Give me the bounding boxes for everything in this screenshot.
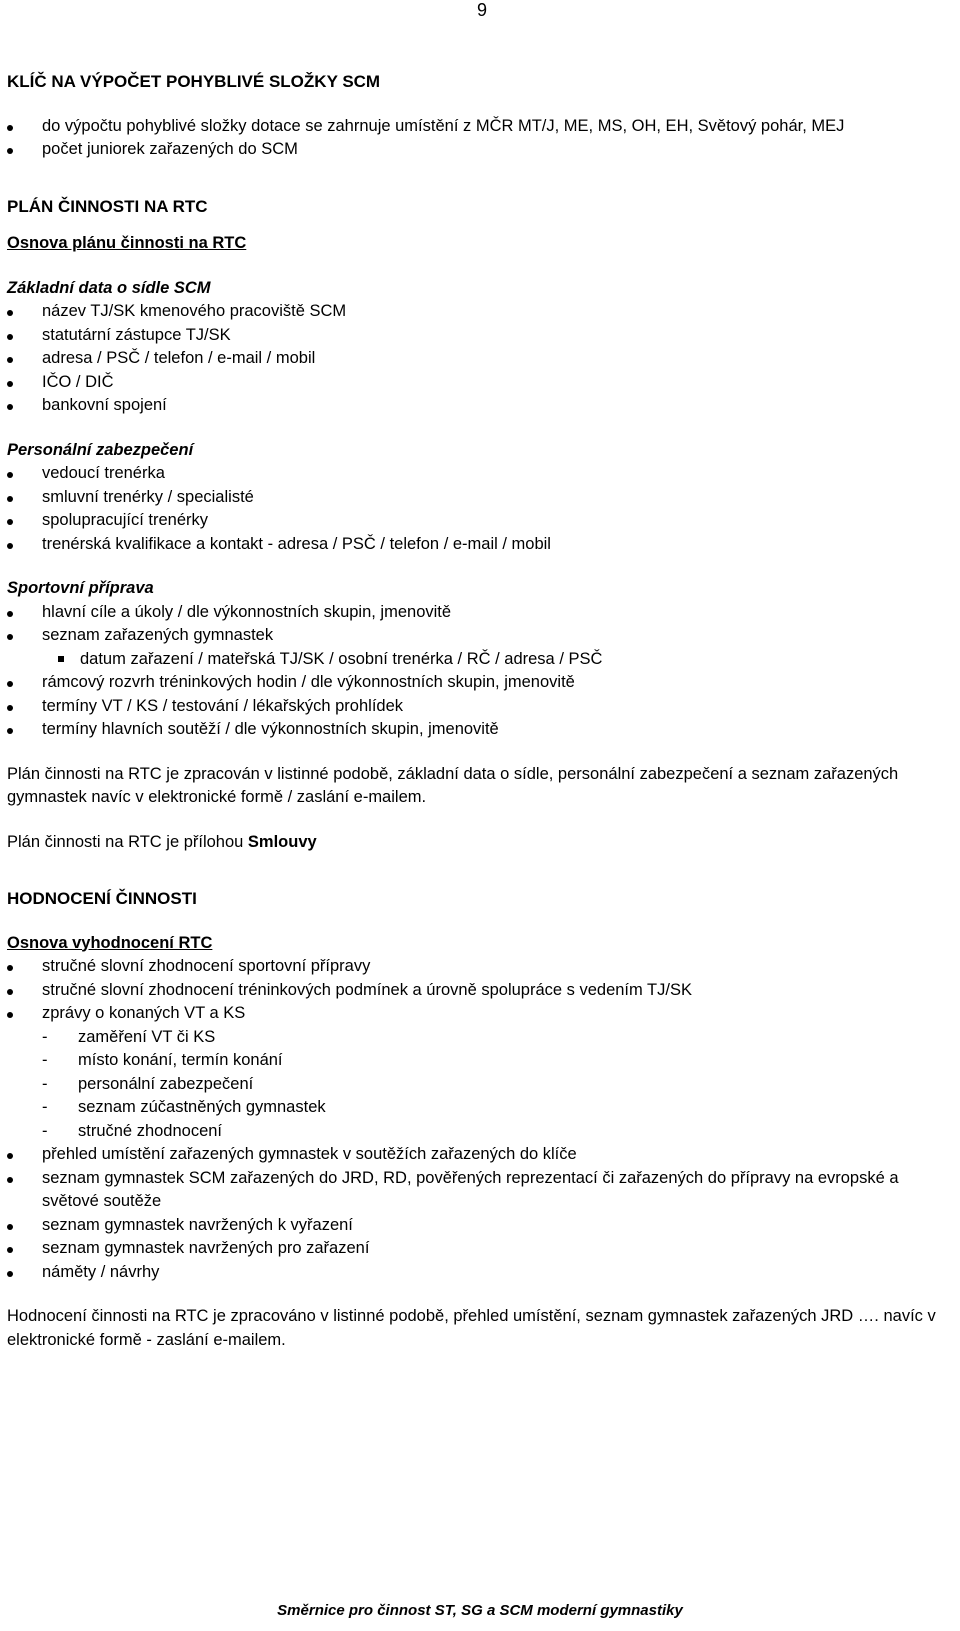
- list-item: - seznam zúčastněných gymnastek: [7, 1096, 952, 1120]
- list-item: smluvní trenérky / specialisté: [7, 486, 952, 510]
- key-heading: KLÍČ NA VÝPOČET POHYBLIVÉ SLOŽKY SCM: [7, 72, 381, 91]
- list-item: - místo konání, termín konání: [7, 1049, 952, 1073]
- evaluation-list: [7, 955, 952, 1026]
- plan-attachment-paragraph: [7, 831, 952, 855]
- plan-paragraph: Plán činnosti na RTC je zpracován v listinné podobě, základní data o sídle, personální zabezpečení a seznam zařazených gymnastek navíc v elektronické formě / zaslání e-mailem.: [7, 764, 899, 806]
- list-item: datum zařazení / mateřská TJ/SK / osobní trenérka / RČ / adresa / PSČ: [7, 648, 952, 672]
- list-item: název TJ/SK kmenového pracoviště SCM: [7, 300, 952, 324]
- list-item: seznam gymnastek SCM zařazených do JRD, RD, pověřených reprezentací či zařazených do přípravy na evropské a světové soutěže: [7, 1167, 952, 1214]
- list-item: spolupracující trenérky: [7, 509, 952, 533]
- personnel-heading: Personální zabezpečení: [7, 440, 194, 459]
- list-item: - personální zabezpečení: [7, 1073, 952, 1097]
- contract-reference: Smlouvy: [247, 832, 317, 851]
- list-item: seznam zařazených gymnastek: [7, 624, 952, 648]
- page-footer: Směrnice pro činnost ST, SG a SCM moderní gymnastiky: [277, 1602, 683, 1619]
- sport-prep-list-continued: [7, 671, 952, 742]
- list-item: stručné slovní zhodnocení sportovní přípravy: [7, 955, 952, 979]
- list-item: adresa / PSČ / telefon / e-mail / mobil: [7, 347, 952, 371]
- list-item: zprávy o konaných VT a KS: [7, 1002, 952, 1026]
- sport-prep-heading: Sportovní příprava: [7, 579, 154, 597]
- page-number: 9: [477, 0, 488, 20]
- sport-prep-sublist: [7, 648, 952, 672]
- list-item: počet juniorek zařazených do SCM: [7, 138, 952, 162]
- plan-heading: PLÁN ČINNOSTI NA RTC: [7, 196, 208, 216]
- list-item: bankovní spojení: [7, 394, 952, 418]
- list-item: trenérská kvalifikace a kontakt - adresa / PSČ / telefon / e-mail / mobil: [7, 533, 952, 557]
- list-item: do výpočtu pohyblivé složky dotace se zahrnuje umístění z MČR MT/J, ME, MS, OH, EH, Světový pohár, MEJ: [7, 115, 952, 139]
- list-item: seznam gymnastek navržených k vyřazení: [7, 1214, 952, 1238]
- list-item: stručné slovní zhodnocení tréninkových podmínek a úrovně spolupráce s vedením TJ/SK: [7, 979, 952, 1003]
- list-item: - stručné zhodnocení: [7, 1120, 952, 1144]
- evaluation-paragraph: Hodnocení činnosti na RTC je zpracováno v listinné podobě, přehled umístění, seznam gymnastek zařazených JRD …. navíc v elektronické formě - zaslání e-mailem.: [7, 1307, 936, 1349]
- list-item: statutární zástupce TJ/SK: [7, 324, 952, 348]
- sport-prep-list: [7, 601, 952, 648]
- personnel-list: [7, 462, 952, 556]
- list-item: - zaměření VT či KS: [7, 1026, 952, 1050]
- evaluation-outline-heading: Osnova vyhodnocení RTC: [7, 933, 213, 952]
- plan-outline-heading: Osnova plánu činnosti na RTC: [7, 234, 247, 252]
- list-item: rámcový rozvrh tréninkových hodin / dle výkonnostních skupin, jmenovitě: [7, 671, 952, 695]
- evaluation-list-continued: [7, 1143, 952, 1284]
- list-item: termíny hlavních soutěží / dle výkonnostních skupin, jmenovitě: [7, 718, 952, 742]
- list-item: seznam gymnastek navržených pro zařazení: [7, 1237, 952, 1261]
- basic-data-list: [7, 300, 952, 418]
- list-item: vedoucí trenérka: [7, 462, 952, 486]
- key-list: [7, 115, 952, 162]
- basic-data-heading: Základní data o sídle SCM: [7, 278, 211, 297]
- list-item: hlavní cíle a úkoly / dle výkonnostních skupin, jmenovitě: [7, 601, 952, 625]
- evaluation-dash-list: [7, 1026, 952, 1144]
- list-item: IČO / DIČ: [7, 371, 952, 395]
- list-item: termíny VT / KS / testování / lékařských prohlídek: [7, 695, 952, 719]
- document-body: [7, 70, 952, 1352]
- plan-attachment-text: Plán činnosti na RTC je přílohou: [7, 832, 248, 851]
- list-item: přehled umístění zařazených gymnastek v soutěžích zařazených do klíče: [7, 1143, 952, 1167]
- list-item: náměty / návrhy: [7, 1261, 952, 1285]
- evaluation-heading: HODNOCENÍ ČINNOSTI: [7, 889, 197, 908]
